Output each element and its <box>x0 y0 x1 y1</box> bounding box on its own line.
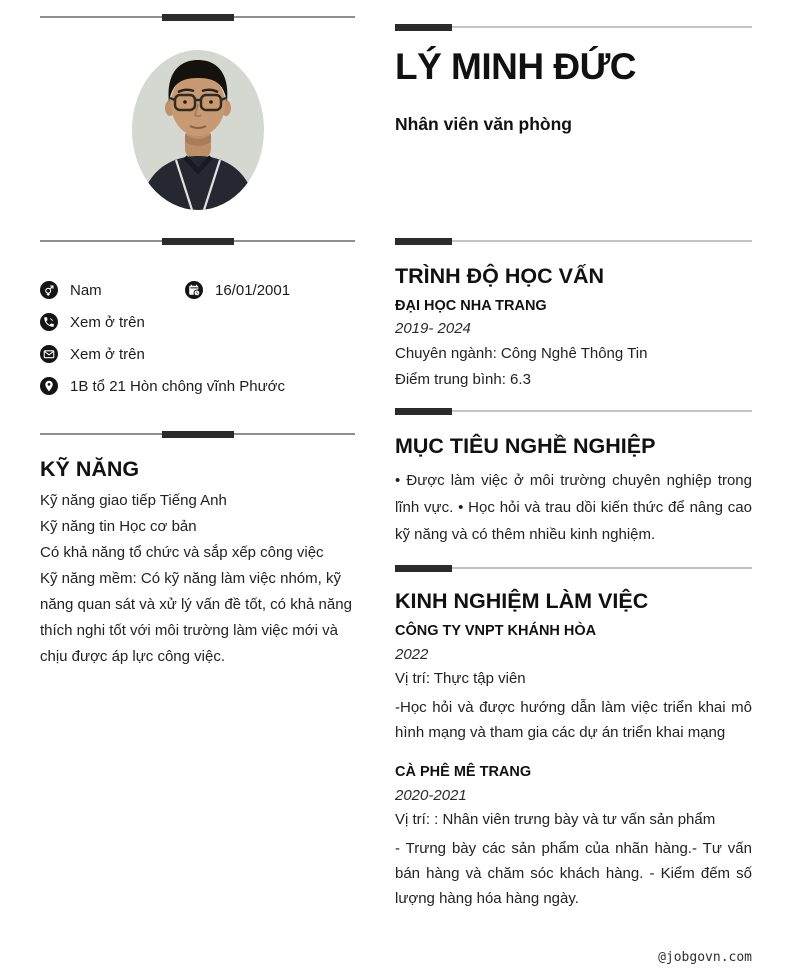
divider <box>40 238 355 245</box>
experience-entry <box>395 764 752 911</box>
skill-item: Có khả năng tổ chức và sắp xếp công việc <box>40 544 324 561</box>
objective-heading: MỤC TIÊU NGHỀ NGHIỆP <box>395 434 656 458</box>
watermark: @jobgovn.com <box>658 950 752 965</box>
education-period: 2019- 2024 <box>395 320 471 337</box>
contact-row-gender-birthdate <box>40 281 355 299</box>
skills-list <box>40 488 355 670</box>
right-column <box>395 0 752 911</box>
email-icon <box>40 345 58 363</box>
divider <box>395 238 752 245</box>
contact-row-email <box>40 345 355 363</box>
contact-info <box>40 281 355 395</box>
contact-row-phone <box>40 313 355 331</box>
divider <box>40 431 355 438</box>
experience-description: -Học hỏi và được hướng dẫn làm việc triển khai mô hình mạng và tham gia các dự án triển khai mạng <box>395 699 752 741</box>
skill-item: Kỹ năng mềm: Có kỹ năng làm việc nhóm, kỹ năng quan sát và xử lý vấn đề tốt, có khả năng thích nghi tốt với môi trường làm việc mới và chịu được áp lực công việc. <box>40 570 352 665</box>
experience-period: 2022 <box>395 646 429 663</box>
divider-bar <box>162 431 234 438</box>
divider-bar <box>162 14 234 21</box>
divider-bar <box>395 238 452 245</box>
candidate-name: LÝ MINH ĐỨC <box>395 46 637 87</box>
gender-value: Nam <box>70 281 102 299</box>
experience-description: - Trưng bày các sản phẩm của nhãn hàng.- Tư vấn bán hàng và chăm sóc khách hàng. - Kiểm đếm số lượng hàng hóa hàng ngày. <box>395 840 752 907</box>
contact-row-address <box>40 377 355 395</box>
profile-photo <box>132 50 264 210</box>
profile-photo-illustration <box>132 50 264 210</box>
skill-item: Kỹ năng giao tiếp Tiếng Anh <box>40 492 227 509</box>
experience-position: Vị trí: Thực tập viên <box>395 670 526 687</box>
calendar-icon <box>185 281 203 299</box>
gender-icon <box>40 281 58 299</box>
skill-item: Kỹ năng tin Học cơ bản <box>40 518 197 535</box>
phone-icon <box>40 313 58 331</box>
divider <box>40 14 355 21</box>
divider-bar <box>395 408 452 415</box>
divider-bar <box>395 24 452 31</box>
experience-company: CÀ PHÊ MÊ TRANG <box>395 764 532 780</box>
birthdate-value: 16/01/2001 <box>215 281 291 299</box>
birthdate-field <box>185 281 290 299</box>
divider <box>395 565 752 572</box>
education-major: Chuyên ngành: Công Nghê Thông Tin <box>395 345 648 362</box>
left-column <box>40 0 355 670</box>
experience-position: Vị trí: : Nhân viên trưng bày và tư vấn sản phẩm <box>395 811 716 828</box>
location-icon <box>40 377 58 395</box>
experience-heading: KINH NGHIỆM LÀM VIỆC <box>395 589 649 613</box>
education-gpa: Điểm trung bình: 6.3 <box>395 371 531 388</box>
objective-text: • Được làm việc ở môi trường chuyên nghiệp trong lĩnh vực. • Học hỏi và trau dồi kiến thức để nâng cao kỹ năng và có thêm nhiều kinh nghiệm. <box>395 472 752 543</box>
address-value: 1B tổ 21 Hòn chông vĩnh Phước <box>70 377 286 395</box>
divider-bar <box>162 238 234 245</box>
divider-bar <box>395 565 452 572</box>
experience-entry <box>395 623 752 745</box>
experience-period: 2020-2021 <box>395 787 467 804</box>
experience-company: CÔNG TY VNPT KHÁNH HÒA <box>395 623 597 639</box>
gender-field <box>40 281 185 299</box>
divider <box>395 408 752 415</box>
skills-heading: KỸ NĂNG <box>40 457 140 481</box>
education-heading: TRÌNH ĐỘ HỌC VẤN <box>395 264 605 288</box>
candidate-title: Nhân viên văn phòng <box>395 114 572 134</box>
phone-value: Xem ở trên <box>70 313 145 331</box>
email-value: Xem ở trên <box>70 345 145 363</box>
divider <box>395 24 752 31</box>
education-school: ĐẠI HỌC NHA TRANG <box>395 298 547 314</box>
